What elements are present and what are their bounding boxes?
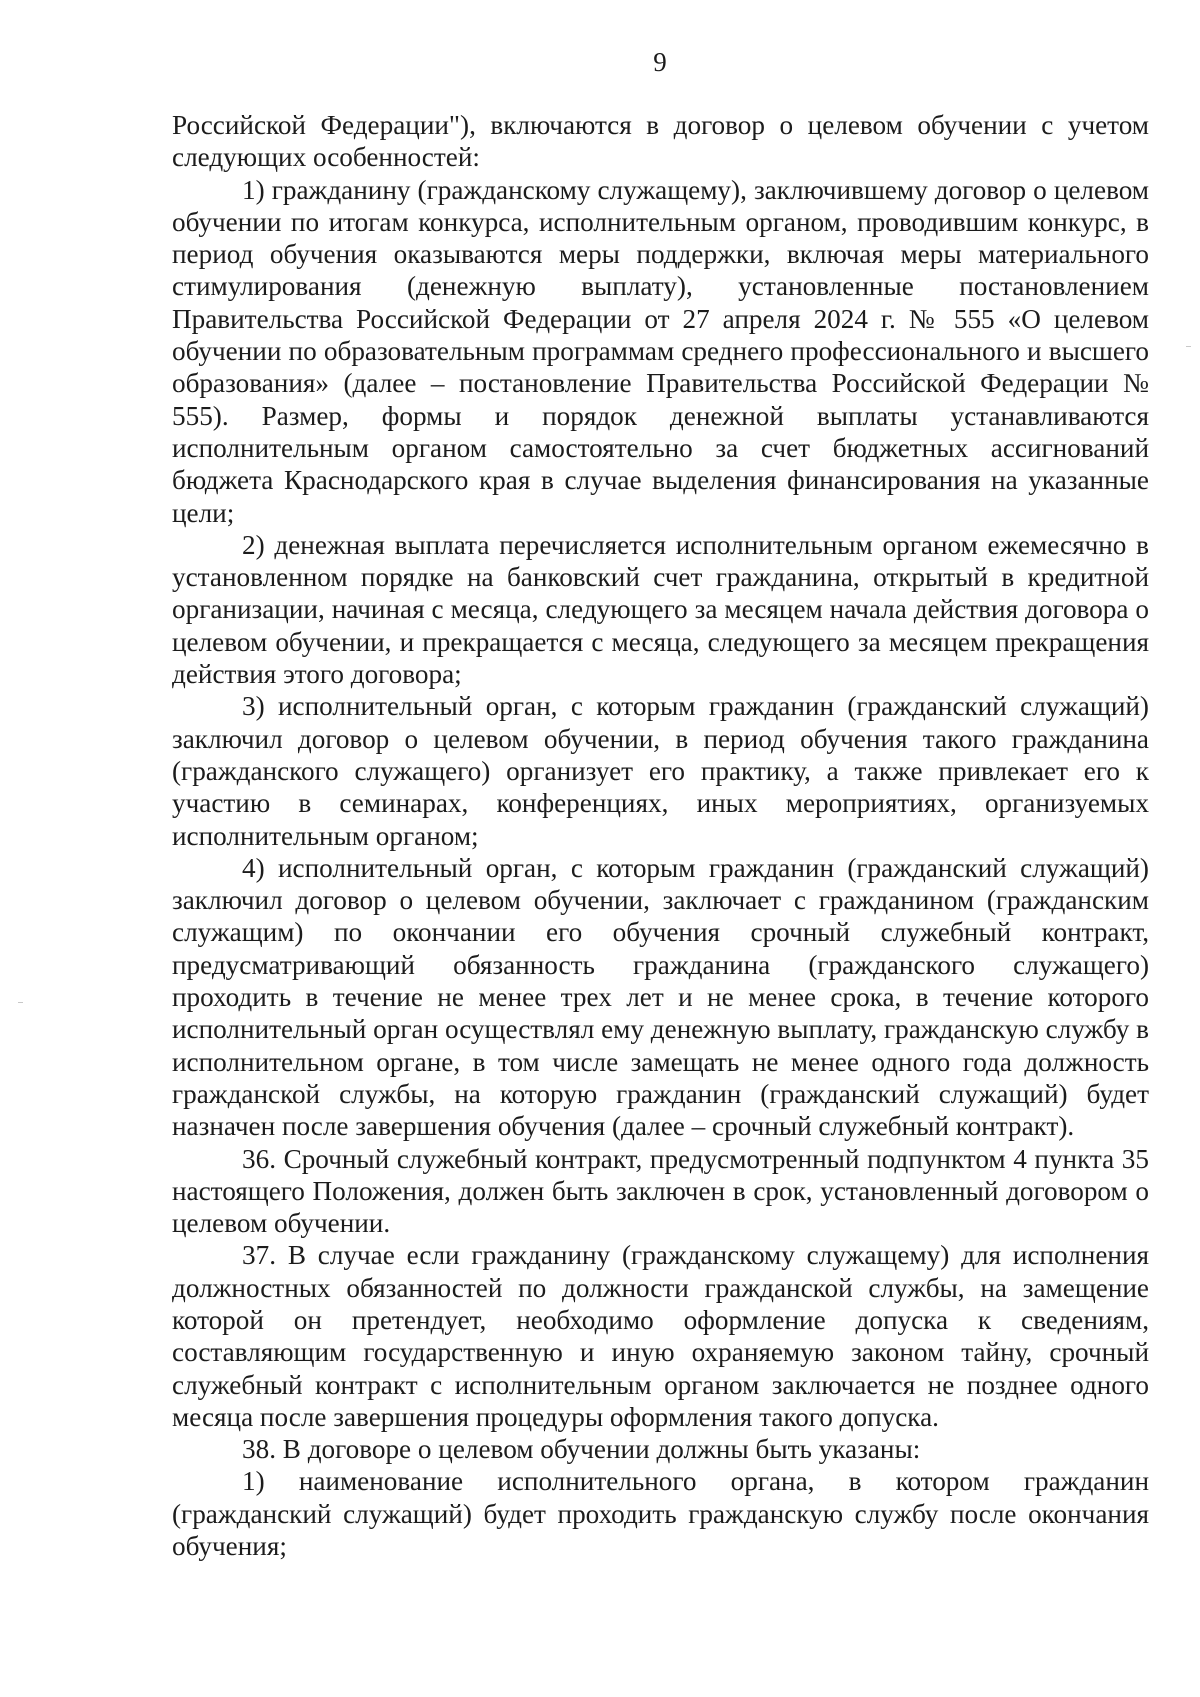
page-number: 9 xyxy=(653,47,667,77)
paragraph-37: 37. В случае если гражданину (гражданскому служащему) для исполнения должностных обязанностей по должности гражданской службы, на замещение которой он претендует, необходимо оформление допуска к сведениям, составляющим государственную и иную охраняемую законом тайну, срочный служебный контракт с исполнительным органом заключается не позднее одного месяца после завершения процедуры оформления такого допуска. xyxy=(172,1240,1149,1432)
scan-mark-left xyxy=(18,1002,23,1003)
paragraph-36: 36. Срочный служебный контракт, предусмотренный подпунктом 4 пункта 35 настоящего Положения, должен быть заключен в срок, установленный договором о целевом обучении. xyxy=(172,1143,1149,1239)
document-body xyxy=(172,109,1149,1562)
paragraph-item-1: 1) гражданину (гражданскому служащему), заключившему договор о целевом обучении по итогам конкурса, исполнительным органом, проводившим конкурс, в период обучения оказываются меры поддержки, включая меры материального стимулирования (денежную выплату), установленные постановлением Правительства Российской Федерации от 27 апреля 2024 г. № 555 «О целевом обучении по образовательным программам среднего профессионального и высшего образования» (далее – постановление Правительства Российской Федерации № 555). Размер, формы и порядок денежной выплаты устанавливаются исполнительным органом самостоятельно за счет бюджетных ассигнований бюджета Краснодарского края в случае выделения финансирования на указанные цели; xyxy=(172,174,1149,528)
scan-mark-right xyxy=(1186,346,1191,347)
paragraph-continuation: Российской Федерации"), включаются в договор о целевом обучении с учетом следующих особенностей: xyxy=(172,110,1149,173)
paragraph-38-item-1: 1) наименование исполнительного органа, в котором гражданин (гражданский служащий) будет проходить гражданскую службу после окончания обучения; xyxy=(172,1466,1149,1562)
paragraph-item-2: 2) денежная выплата перечисляется исполнительным органом ежемесячно в установленном порядке на банковский счет гражданина, открытый в кредитной организации, начиная с месяца, следующего за месяцем начала действия договора о целевом обучении, и прекращается с месяца, следующего за месяцем прекращения действия этого договора; xyxy=(172,529,1149,690)
paragraph-38: 38. В договоре о целевом обучении должны быть указаны: xyxy=(242,1434,921,1465)
paragraph-item-4: 4) исполнительный орган, с которым гражданин (гражданский служащий) заключил договор о целевом обучении, заключает с гражданином (гражданским служащим) по окончании его обучения срочный служебный контракт, предусматривающий обязанность гражданина (гражданского служащего) проходить в течение не менее трех лет и не менее срока, в течение которого исполнительный орган осуществлял ему денежную выплату, гражданскую службу в исполнительном органе, в том числе замещать не менее одного года должность гражданской службы, на которую гражданин (гражданский служащий) будет назначен после завершения обучения (далее – срочный служебный контракт). xyxy=(172,852,1149,1142)
paragraph-item-3: 3) исполнительный орган, с которым гражданин (гражданский служащий) заключил договор о целевом обучении, в период обучения такого гражданина (гражданского служащего) организует его практику, а также привлекает его к участию в семинарах, конференциях, иных мероприятиях, организуемых исполнительным органом; xyxy=(172,691,1149,851)
